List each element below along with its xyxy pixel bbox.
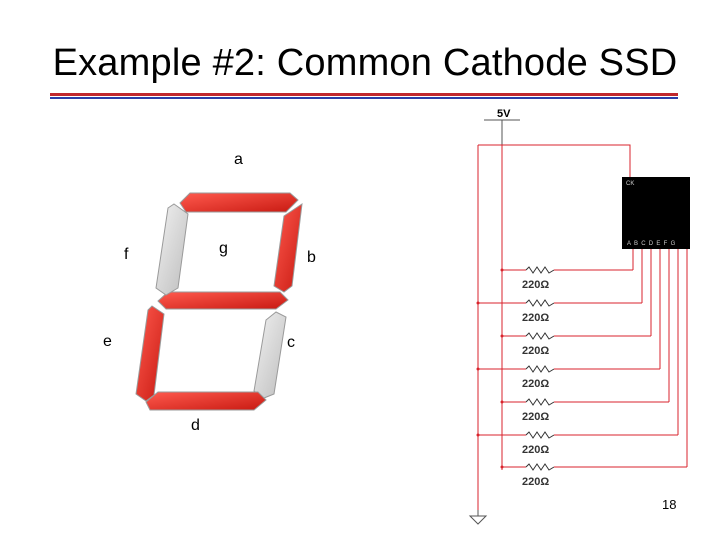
resistor-label: 220Ω [522, 378, 550, 390]
resistor-label: 220Ω [522, 444, 550, 456]
supply-label: 5V [497, 108, 511, 120]
resistor-symbol [526, 366, 554, 372]
segment-label-f: f [124, 246, 129, 263]
segment-label-g: g [219, 240, 228, 257]
resistor-symbol [526, 432, 554, 438]
resistor-label: 220Ω [522, 279, 550, 291]
supply-rail [478, 145, 630, 178]
ground-icon [470, 516, 486, 524]
resistor-symbol [526, 333, 554, 339]
ssd-chip [622, 177, 690, 249]
resistor-label: 220Ω [522, 312, 550, 324]
resistor-symbol [526, 464, 554, 470]
segment-label-d: d [191, 417, 200, 434]
resistor-symbol [526, 267, 554, 273]
page-number: 18 [662, 497, 677, 512]
segment-label-b: b [307, 249, 316, 266]
resistor-branches [477, 249, 688, 488]
resistor-symbol [526, 399, 554, 405]
slide-title: Example #2: Common Cathode SSD [52, 42, 678, 84]
resistor-label: 220Ω [522, 345, 550, 357]
resistor-label: 220Ω [522, 411, 550, 423]
segment-label-e: e [103, 333, 112, 350]
resistor-symbol [526, 300, 554, 306]
segment-label-c: c [287, 334, 295, 351]
chip-pins-label: A B C D E F G [627, 241, 677, 247]
chip-label: CK [626, 181, 635, 187]
segment-label-a: a [234, 151, 243, 168]
resistor-label: 220Ω [522, 476, 550, 488]
